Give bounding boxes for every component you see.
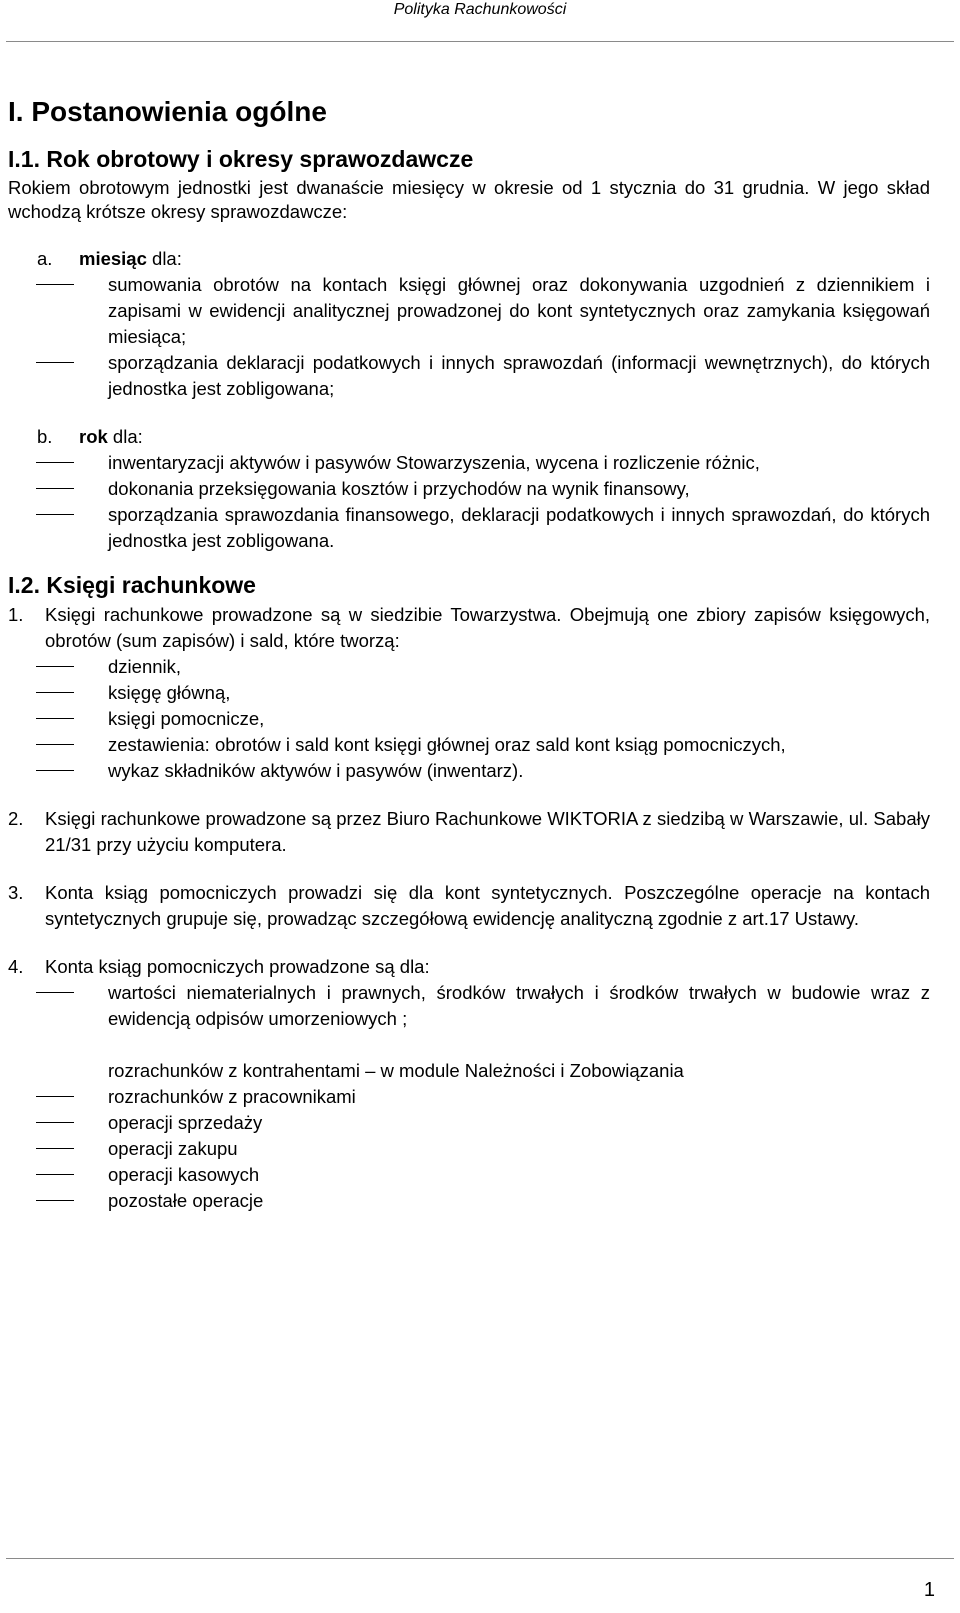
subsection-title-2: I.2. Księgi rachunkowe (8, 572, 256, 598)
dash-bullet (36, 718, 74, 719)
letter-item-b-text (37, 424, 930, 450)
point-number: 2. (8, 808, 24, 829)
list-item (8, 476, 930, 502)
list-item (8, 350, 930, 402)
letter-item-b (8, 424, 930, 554)
list-item-text: wykaz składników aktywów i pasywów (inwentarz). (108, 760, 524, 781)
point-number: 3. (8, 882, 24, 903)
dash-bullet (36, 1122, 74, 1123)
dash-bullet (36, 666, 74, 667)
list-item-text: sumowania obrotów na kontach księgi głównej oraz dokonywania uzgodnień z dziennikiem i zapisami w ewidencji analitycznej prowadzonej do kont syntetycznych oraz zamykania księgowań miesiąca; (108, 274, 930, 347)
section-title: I. Postanowienia ogólne (8, 96, 327, 127)
dash-bullet (36, 992, 74, 993)
point-text: Konta ksiąg pomocniczych prowadzi się dla kont syntetycznych. Poszczególne operacje na kontach syntetycznych grupuje się, prowadząc szczegółową ewidencję analityczną zgodnie z art.17 Ustawy. (45, 882, 930, 929)
list-item-text: księgę główną, (108, 682, 231, 703)
list-item (8, 654, 930, 680)
list-item-text: inwentaryzacji aktywów i pasywów Stowarzyszenia, wycena i rozliczenie różnic, (108, 452, 760, 473)
list-item (8, 706, 930, 732)
list-item (8, 1162, 930, 1188)
numbered-point-3 (8, 880, 930, 932)
dash-bullet (36, 514, 74, 515)
point-3-paragraph (8, 880, 930, 932)
list-item (8, 1136, 930, 1162)
dash-bullet (36, 362, 74, 363)
letter-item-a-suffix: dla: (146, 248, 182, 269)
list-item (8, 272, 930, 350)
dash-bullet (36, 1096, 74, 1097)
dash-bullet (36, 692, 74, 693)
header-divider (6, 41, 954, 42)
subsidiary-accounts-list (8, 980, 930, 1214)
list-item (8, 1110, 930, 1136)
list-item-text: operacji kasowych (108, 1164, 260, 1185)
letter-item-a-head (8, 246, 930, 272)
dash-bullet (36, 1200, 74, 1201)
point-4-paragraph (8, 954, 930, 980)
list-item-text: rozrachunków z pracownikami (108, 1086, 356, 1107)
letter-marker-a: a. (37, 248, 53, 269)
list-item-text: dziennik, (108, 656, 182, 677)
document-body (8, 92, 930, 1214)
letter-item-b-head (8, 424, 930, 450)
list-item (8, 732, 930, 758)
dash-bullet (36, 744, 74, 745)
point-number: 1. (8, 604, 24, 625)
point-2-paragraph (8, 806, 930, 858)
list-item (8, 980, 930, 1032)
dash-bullet (36, 284, 74, 285)
list-item (8, 1058, 930, 1084)
numbered-point-2 (8, 806, 930, 858)
list-item-text: operacji zakupu (108, 1138, 238, 1159)
period-year: rok (79, 426, 108, 447)
list-item-text: zestawienia: obrotów i sald kont księgi głównej oraz sald kont ksiąg pomocniczych, (108, 734, 786, 755)
dash-bullet (36, 488, 74, 489)
year-tasks-list (8, 450, 930, 554)
list-item-text: dokonania przeksięgowania kosztów i przychodów na wynik finansowy, (108, 478, 690, 499)
subsection-title-1: I.1. Rok obrotowy i okresy sprawozdawcze (8, 146, 474, 172)
letter-item-b-suffix: dla: (107, 426, 143, 447)
page-number: 1 (923, 1579, 935, 1601)
month-tasks-list (8, 272, 930, 402)
list-item-text: sporządzania deklaracji podatkowych i innych sprawozdań (informacji wewnętrznych), do których jednostka jest zobligowana; (108, 352, 930, 399)
point-number: 4. (8, 956, 24, 977)
dash-bullet (36, 770, 74, 771)
document-title: Polityka Rachunkowości (393, 1, 567, 18)
dash-bullet (36, 462, 74, 463)
letter-item-a-text (37, 246, 930, 272)
list-item-text: wartości niematerialnych i prawnych, środków trwałych i środków trwałych w budowie wraz z ewidencją odpisów umorzeniowych ; (108, 982, 930, 1029)
list-item (8, 1084, 930, 1110)
list-item-text: pozostałe operacje (108, 1190, 264, 1211)
list-item-text: operacji sprzedaży (108, 1112, 263, 1133)
numbered-point-1 (8, 602, 930, 784)
list-item (8, 758, 930, 784)
letter-marker-b: b. (37, 426, 53, 447)
point-text: Księgi rachunkowe prowadzone są w siedzibie Towarzystwa. Obejmują one zbiory zapisów księgowych, obrotów (sum zapisów) i sald, które tworzą: (45, 604, 930, 651)
list-item (8, 1188, 930, 1214)
intro-paragraph: Rokiem obrotowym jednostki jest dwanaście miesięcy w okresie od 1 stycznia do 31 grudnia. W jego skład wchodzą krótsze okresy sprawozdawcze: (8, 177, 930, 222)
numbered-point-4 (8, 954, 930, 1214)
dash-bullet (36, 1174, 74, 1175)
ledger-components-list (8, 654, 930, 784)
page-header (0, 0, 960, 40)
point-text: Konta ksiąg pomocniczych prowadzone są dla: (45, 956, 430, 977)
list-item-text: sporządzania sprawozdania finansowego, deklaracji podatkowych i innych sprawozdań, do których jednostka jest zobligowana. (108, 504, 930, 551)
list-item (8, 502, 930, 554)
dash-bullet (36, 1148, 74, 1149)
point-1-paragraph (8, 602, 930, 654)
list-item (8, 450, 930, 476)
list-item-text: rozrachunków z kontrahentami – w module Należności i Zobowiązania (108, 1060, 684, 1081)
point-text: Księgi rachunkowe prowadzone są przez Biuro Rachunkowe WIKTORIA z siedzibą w Warszawie, ul. Sabały 21/31 przy użyciu komputera. (45, 808, 930, 855)
footer-divider (6, 1558, 954, 1559)
list-item (8, 680, 930, 706)
letter-item-a (8, 246, 930, 402)
period-month: miesiąc (79, 248, 147, 269)
list-item-text: księgi pomocnicze, (108, 708, 265, 729)
